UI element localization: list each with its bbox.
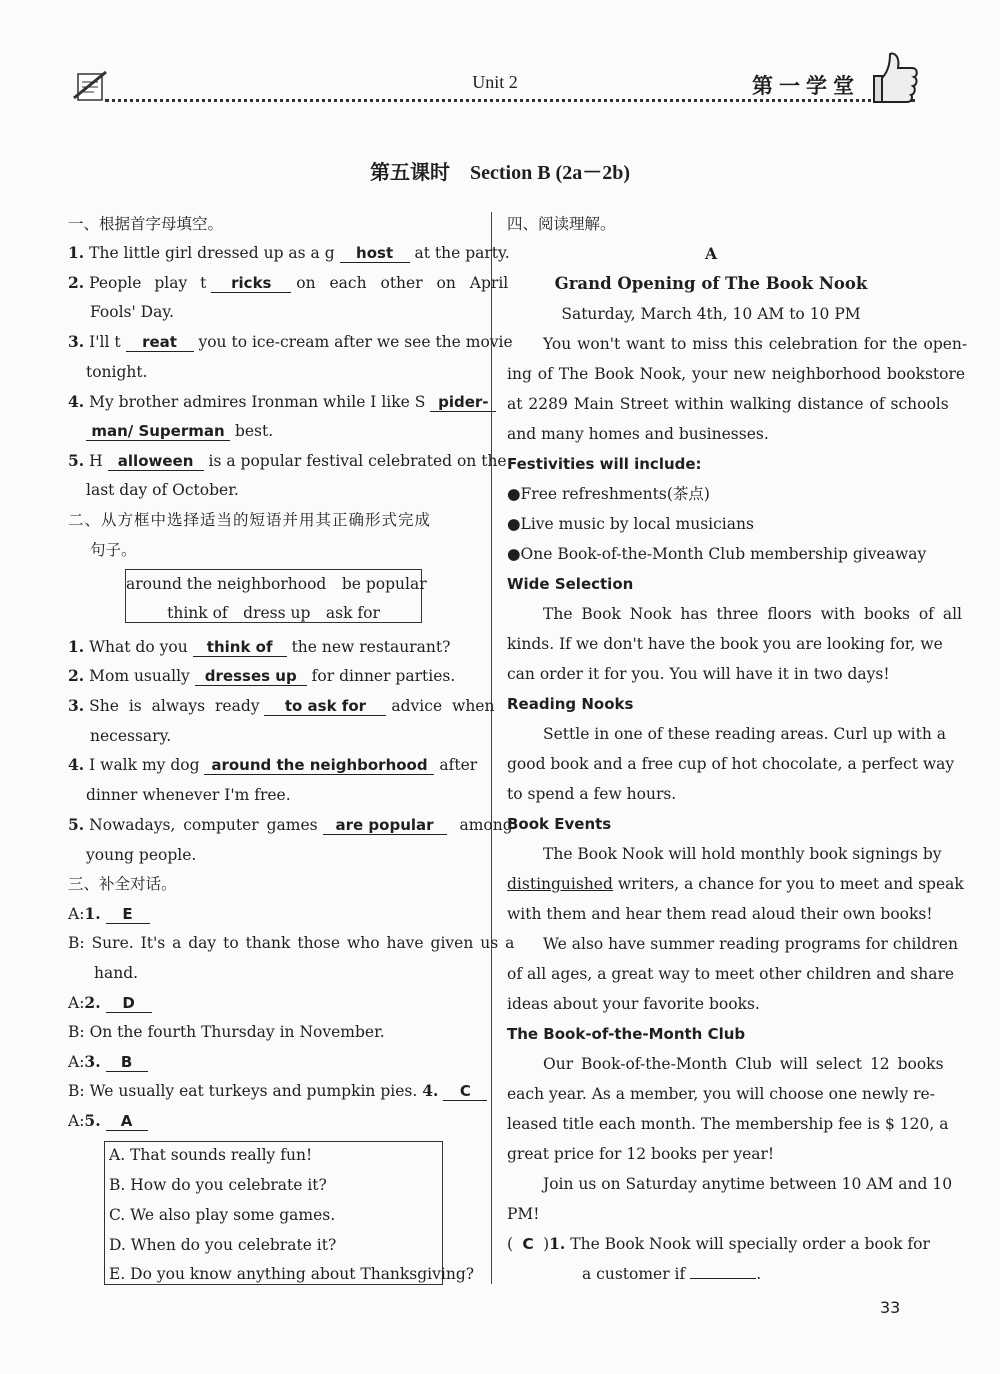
join-line-2: PM! <box>507 1205 540 1223</box>
answer-blank[interactable]: dresses up <box>195 667 307 686</box>
bullet-2: ●Live music by local musicians <box>507 515 754 533</box>
events-line-2: distinguished writers, a chance for you to meet and speak <box>507 875 964 893</box>
part1-q3: 3. I'll t reat you to ice-cream after we see the movie <box>68 332 513 351</box>
part2-q3: 3. She is always ready to ask for advice when <box>68 696 495 715</box>
part1-q1: 1. The little girl dressed up as a g host at the party. <box>68 243 510 262</box>
part1-q2: 2. People play t ricks on each other on April <box>68 273 509 292</box>
book-events-heading: Book Events <box>507 815 612 833</box>
dialog-line-3: A:2. D <box>68 993 152 1013</box>
part2-q2: 2. Mom usually dresses up for dinner parties. <box>68 666 456 685</box>
part3-heading: 三、补全对话。 <box>68 875 177 893</box>
lesson-title: 第五课时 Section B (2a－2b) <box>370 162 630 184</box>
answer-blank[interactable]: reat <box>126 333 194 352</box>
part1-q5: 5. H alloween is a popular festival celebrated on the <box>68 451 507 470</box>
answer-blank[interactable]: pider- <box>430 393 496 412</box>
dialog-line-7: A:5. A <box>68 1111 148 1131</box>
phrase-box-row1: around the neighborhood be popular <box>126 575 427 593</box>
answer-blank[interactable]: A <box>106 1112 148 1131</box>
intro-line-3: at 2289 Main Street within walking distance of schools <box>507 395 949 413</box>
reading-q1-line2: a customer if . <box>582 1265 762 1283</box>
answer-blank[interactable]: around the neighborhood <box>204 756 434 775</box>
dialog-line-2b: hand. <box>94 964 139 982</box>
part2-q1: 1. What do you think of the new restaurant? <box>68 637 451 656</box>
part1-q4: 4. My brother admires Ironman while I like S pider- <box>68 392 496 412</box>
part4-heading: 四、阅读理解。 <box>507 215 616 233</box>
part2-q4: 4. I walk my dog around the neighborhood after <box>68 755 478 774</box>
option-a: A. That sounds really fun! <box>109 1146 313 1164</box>
festivities-heading: Festivities will include: <box>507 455 702 473</box>
dialog-line-2: B: Sure. It's a day to thank those who have given us a <box>68 934 515 952</box>
answer-blank[interactable]: C <box>443 1082 487 1101</box>
answer-blank[interactable]: ricks <box>211 274 291 293</box>
column-divider <box>491 212 492 1284</box>
option-e: E. Do you know anything about Thanksgiving? <box>109 1265 475 1283</box>
dialog-line-4: B: On the fourth Thursday in November. <box>68 1023 385 1041</box>
passage-date: Saturday, March 4th, 10 AM to 10 PM <box>561 305 861 323</box>
part1-q3-line2: tonight. <box>86 363 148 381</box>
answer-blank[interactable]: are popular <box>323 816 447 835</box>
answer-blank[interactable]: to ask for <box>264 697 386 716</box>
join-line-1: Join us on Saturday anytime between 10 AM and 10 <box>543 1175 953 1193</box>
club-line-4: great price for 12 books per year! <box>507 1145 775 1163</box>
dialog-options-box <box>104 1141 475 1285</box>
phrase-box-row2: think of dress up ask for <box>167 604 380 622</box>
club-line-2: each year. As a member, you will choose one newly re- <box>507 1085 935 1103</box>
part1-heading: 一、根据首字母填空。 <box>68 215 224 233</box>
wide-selection-heading: Wide Selection <box>507 575 634 593</box>
dialog-line-5: A:3. B <box>68 1052 148 1072</box>
thumbs-up-icon <box>860 46 922 112</box>
nooks-line-1: Settle in one of these reading areas. Curl up with a <box>543 725 946 743</box>
bullet-3: ●One Book-of-the-Month Club membership giveaway <box>507 545 927 563</box>
part1-q2-line2: Fools' Day. <box>90 303 174 321</box>
part1-q5-line2: last day of October. <box>86 481 239 499</box>
phrase-box <box>125 569 427 623</box>
part2-heading-line2: 句子。 <box>90 541 137 559</box>
passage-title: Grand Opening of The Book Nook <box>554 274 868 293</box>
dialog-line-1: A:1. E <box>68 904 150 924</box>
part2-heading: 二、从方框中选择适当的短语并用其正确形式完成 <box>68 511 432 529</box>
option-d: D. When do you celebrate it? <box>109 1236 337 1254</box>
unit-title: Unit 2 <box>472 72 518 92</box>
part2-q5: 5. Nowadays, computer games are popular among <box>68 815 513 834</box>
page-number: 33 <box>880 1298 901 1317</box>
events-line-3: with them and hear them read aloud their own books! <box>507 905 933 923</box>
reading-q1: ( C )1. The Book Nook will specially order a book for <box>507 1234 930 1253</box>
answer-blank[interactable]: man/ Superman <box>86 422 230 441</box>
answer-blank[interactable]: think of <box>193 638 287 657</box>
answer-blank[interactable] <box>690 1264 756 1279</box>
intro-line-1: You won't want to miss this celebration for the open- <box>543 335 968 353</box>
part1-q4-line2: man/ Superman best. <box>86 421 273 441</box>
answer-blank[interactable]: alloween <box>108 452 204 471</box>
events-line-5: of all ages, a great way to meet other children and share <box>507 965 955 983</box>
option-c: C. We also play some games. <box>109 1206 336 1224</box>
answer-blank[interactable]: host <box>340 244 410 263</box>
answer-blank[interactable]: B <box>106 1053 148 1072</box>
club-heading: The Book-of-the-Month Club <box>507 1025 746 1043</box>
intro-line-2: ing of The Book Nook, your new neighborhood bookstore <box>507 365 966 383</box>
events-line-1: The Book Nook will hold monthly book signings by <box>543 845 942 863</box>
option-b: B. How do you celebrate it? <box>109 1176 327 1194</box>
part2-q4-line2: dinner whenever I'm free. <box>86 786 291 804</box>
wide-line-3: can order it for you. You will have it in two days! <box>507 665 890 683</box>
nooks-line-2: good book and a free cup of hot chocolate, a perfect way <box>507 755 955 773</box>
events-line-6: ideas about your favorite books. <box>507 995 760 1013</box>
brand-title: 第一学堂 <box>752 73 860 98</box>
club-line-1: Our Book-of-the-Month Club will select 12 books <box>543 1055 944 1073</box>
answer-blank[interactable]: D <box>106 994 152 1013</box>
part2-q3-line2: necessary. <box>90 727 172 745</box>
part2-q5-line2: young people. <box>86 846 197 864</box>
events-line-4: We also have summer reading programs for children <box>543 935 958 953</box>
bullet-1: ●Free refreshments(茶点) <box>507 485 710 503</box>
club-line-3: leased title each month. The membership fee is $ 120, a <box>507 1115 949 1133</box>
reading-q1-answer[interactable]: C <box>522 1235 534 1253</box>
wide-line-2: kinds. If we don't have the book you are looking for, we <box>507 635 943 653</box>
underlined-word: distinguished <box>507 875 613 893</box>
answer-blank[interactable]: E <box>106 905 150 924</box>
pencil-notebook-icon <box>72 68 110 108</box>
nooks-line-3: to spend a few hours. <box>507 785 677 803</box>
intro-line-4: and many homes and businesses. <box>507 425 769 443</box>
dialog-line-6: B: We usually eat turkeys and pumpkin pies. 4. C <box>68 1081 487 1101</box>
passage-label: A <box>704 244 718 263</box>
wide-line-1: The Book Nook has three floors with books of all <box>543 605 963 623</box>
reading-nooks-heading: Reading Nooks <box>507 695 634 713</box>
